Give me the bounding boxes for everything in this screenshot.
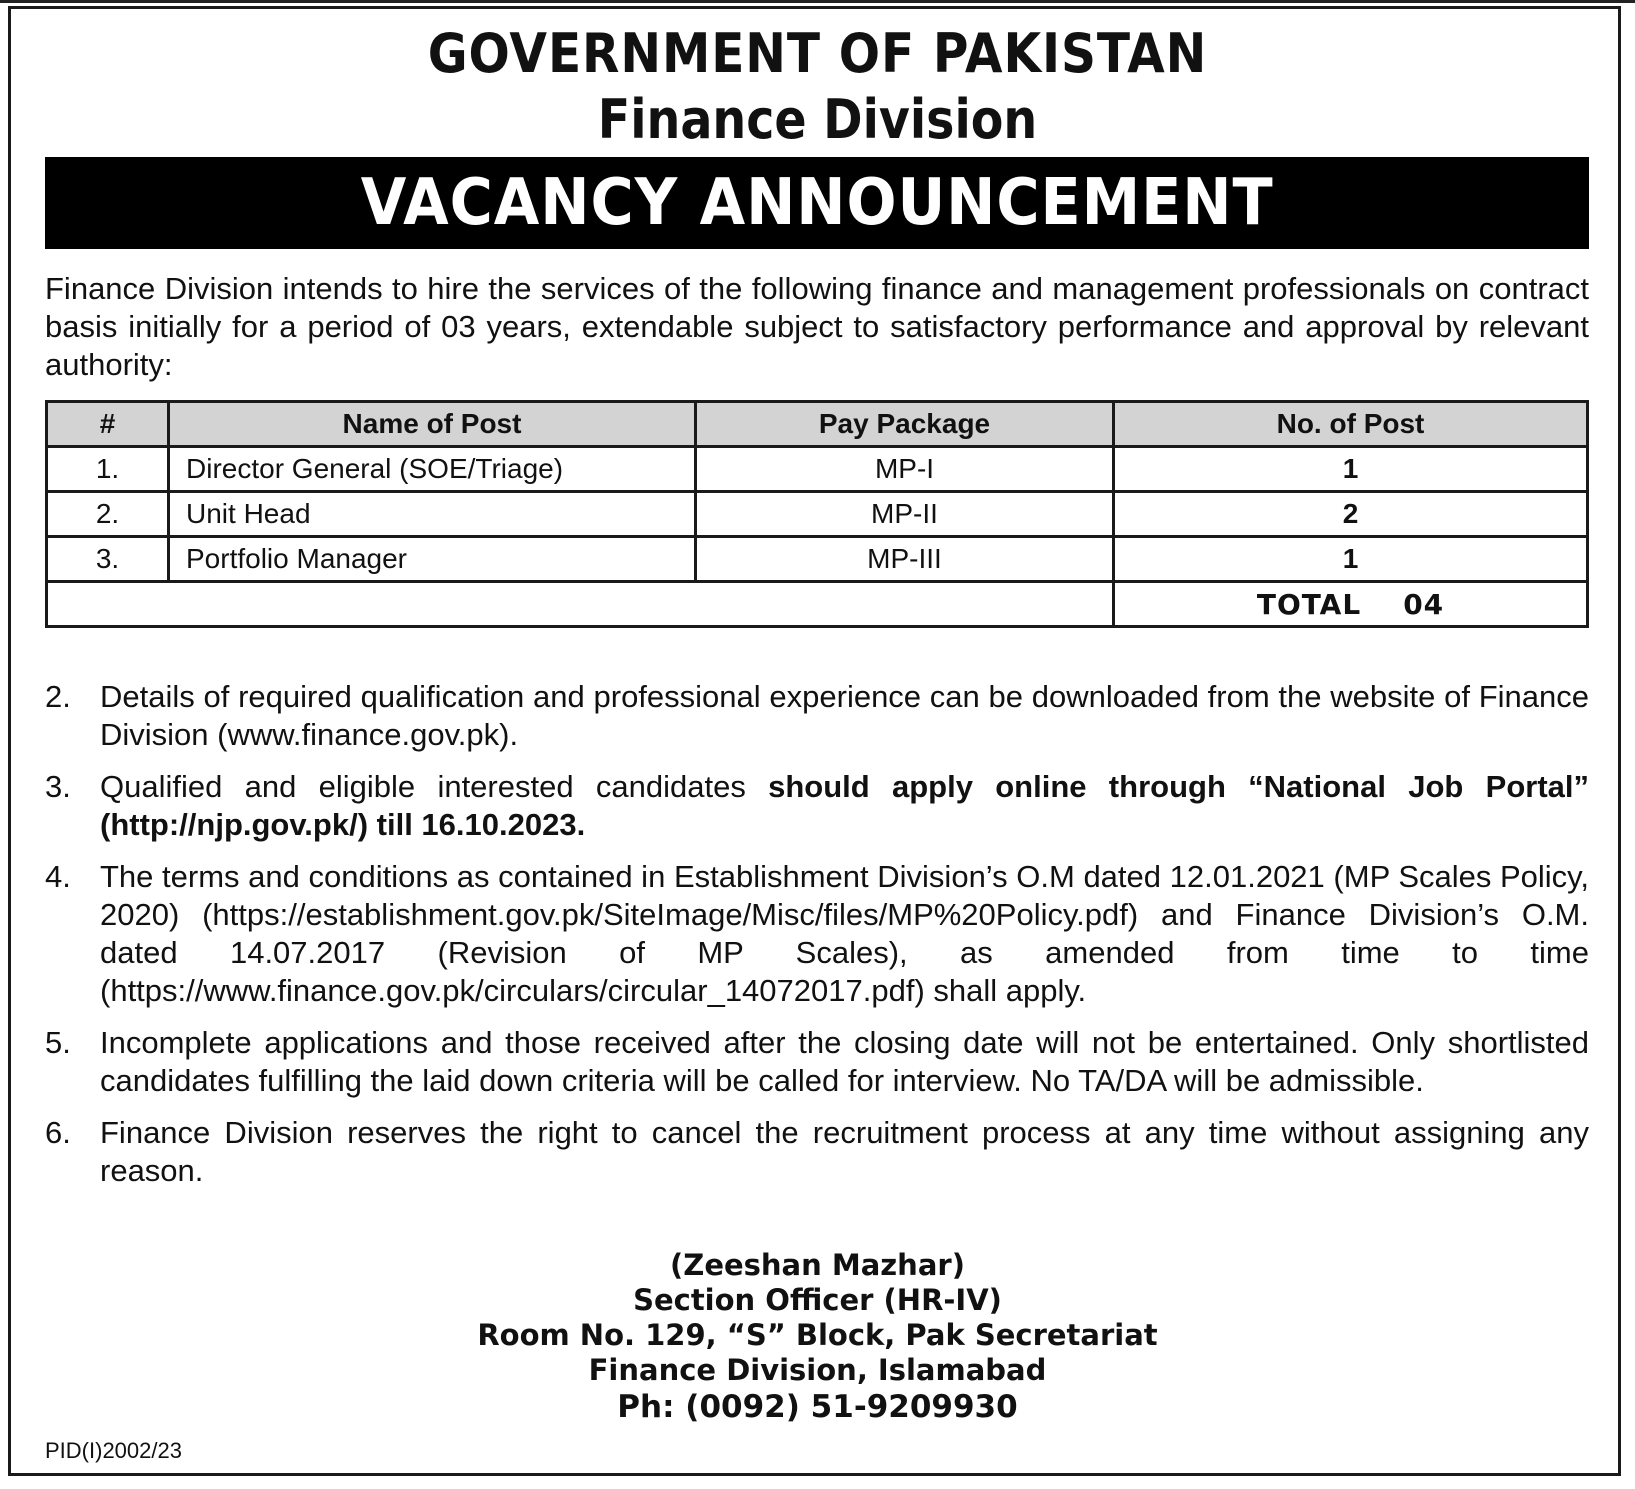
item-text: The terms and conditions as contained in Establishment Division’s O.M dated 12.01.2021 (MP Scales Policy, 2020) (https://establishment.gov.pk/SiteImage/Misc/files/MP%20Policy.pdf) and Finance Division’s O.M. dated 14.07.2017 (Revision of MP Scales), as amended from time to time (https://www.finance.gov.pk/circulars/circular_14072017.pdf) shall apply. [100,859,1589,1008]
row-post-count: 1 [1114,447,1588,492]
header-post-count: No. of Post [1114,402,1588,447]
list-item [45,678,1589,754]
item-text: Finance Division reserves the right to cancel the recruitment process at any time without assigning any reason. [100,1115,1589,1188]
item-number: 2. [45,679,71,714]
header-number: # [47,402,169,447]
pid-reference: PID(I)2002/23 [45,1438,182,1463]
row-pay-package: MP-II [696,492,1114,537]
total-value: 04 [1403,587,1445,621]
item-text: Incomplete applications and those received after the closing date will not be entertained. Only shortlisted candidates fulfilling the laid down criteria will be called for interview. No TA/DA will be admissible. [100,1025,1589,1098]
item-text: Details of required qualification and professional experience can be downloaded from the website of Finance Division (www.finance.gov.pk). [100,679,1589,752]
row-post-name: Portfolio Manager [169,537,696,582]
row-post-name: Director General (SOE/Triage) [169,447,696,492]
posts-table [45,400,1589,628]
item-number: 4. [45,859,71,894]
row-number: 3. [47,537,169,582]
total-empty-cell [47,582,1114,627]
office-address: Room No. 129, “S” Block, Pak Secretariat [477,1318,1158,1352]
row-post-name: Unit Head [169,492,696,537]
list-item [45,858,1589,1010]
item-text-bold: should apply online through “National Job Portal” (http://njp.gov.pk/) till 16.10.2023. [100,769,1589,842]
item-number: 5. [45,1025,71,1060]
terms-list [45,678,1589,1204]
table-row [47,537,1588,582]
list-item [45,1024,1589,1100]
row-pay-package: MP-I [696,447,1114,492]
item-number: 6. [45,1115,71,1150]
intro-paragraph: Finance Division intends to hire the services of the following finance and management professionals on contract basis initially for a period of 03 years, extendable subject to satisfactory performance and approval by relevant authority: [45,271,1589,382]
phone-number: Ph: (0092) 51-9209930 [617,1389,1018,1425]
top-rule [0,0,1635,3]
signature-block [0,1248,1635,1425]
list-item [45,1114,1589,1190]
office-city: Finance Division, Islamabad [588,1353,1047,1387]
header-post-name: Name of Post [169,402,696,447]
total-label: TOTAL [1256,587,1362,621]
vacancy-banner [45,157,1589,249]
row-post-count: 1 [1114,537,1588,582]
row-number: 2. [47,492,169,537]
item-number: 3. [45,769,71,804]
total-cell [1114,582,1588,627]
item-text: Qualified and eligible interested candidates [100,769,769,804]
row-post-count: 2 [1114,492,1588,537]
table-header-row [47,402,1588,447]
banner-title: VACANCY ANNOUNCEMENT [360,166,1274,240]
row-pay-package: MP-III [696,537,1114,582]
table-total-row [47,582,1588,627]
table-row [47,447,1588,492]
list-item [45,768,1589,844]
government-heading: GOVERNMENT OF PAKISTAN [427,22,1208,85]
row-number: 1. [47,447,169,492]
signatory-title: Section Officer (HR-IV) [633,1283,1002,1317]
signatory-name: (Zeeshan Mazhar) [670,1248,965,1282]
table-row [47,492,1588,537]
header-pay-package: Pay Package [696,402,1114,447]
division-heading: Finance Division [597,88,1038,151]
